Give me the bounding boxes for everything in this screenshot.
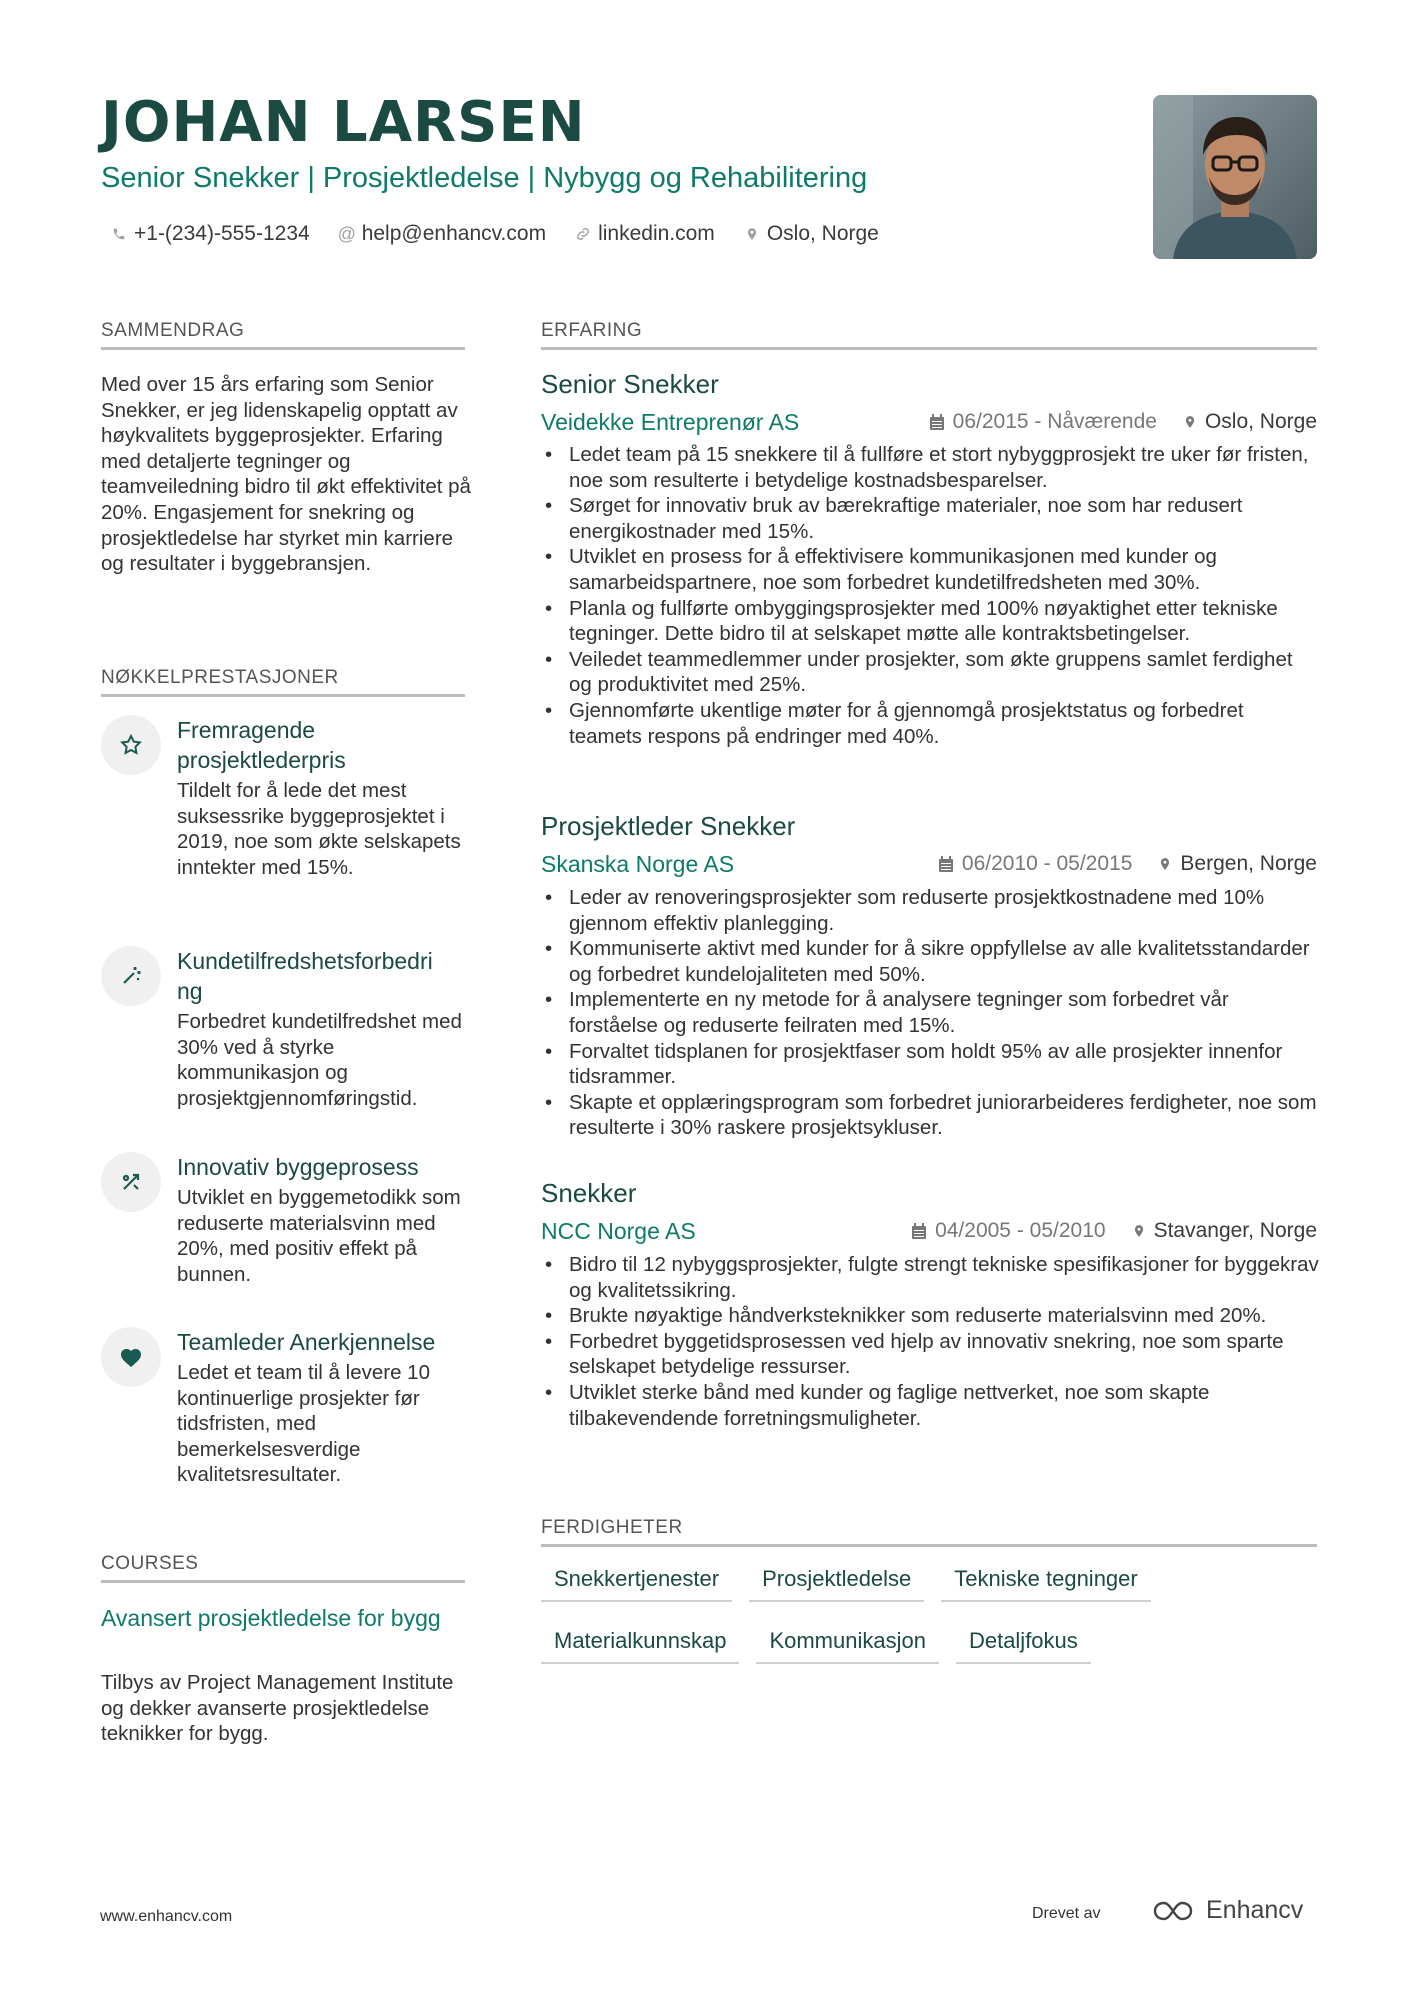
job-date: 04/2005 - 05/2010 xyxy=(935,1219,1106,1242)
contact-email[interactable] xyxy=(338,222,546,246)
job-bullet: • Implementerte en ny metode for å analysere tegninger som forbedret vår forståelse og reduserte feilraten med 15%. xyxy=(541,987,1321,1038)
heart-icon xyxy=(101,1327,161,1387)
job-bullet: • Planla og fullførte ombyggingsprosjekter med 100% nøyaktighet etter tekniske tegninger. Dette bidro til at selskapet møtte alle kontraktsbetingelser. xyxy=(541,596,1321,647)
job-company: Skanska Norge AS xyxy=(541,851,735,877)
contact-bar xyxy=(110,222,907,246)
job-bullets xyxy=(541,442,1321,749)
job-bullet: • Utviklet en prosess for å effektivisere kommunikasjonen med kunder og samarbeidspartnere, noe som forbedret kundetilfredsheten med 30%. xyxy=(541,544,1321,595)
at-icon: @ xyxy=(337,223,356,244)
course-desc: Tilbys av Project Management Institute og dekker avanserte prosjektledelse teknikker for bygg. xyxy=(101,1671,454,1746)
skills-heading: FERDIGHETER xyxy=(541,1517,683,1538)
job-bullet: • Bidro til 12 nybyggsprosjekter, fulgte strengt tekniske spesifikasjoner for byggekrav og kvalitetssikring. xyxy=(541,1252,1321,1303)
skill-tag: Materialkunnskap xyxy=(541,1624,739,1664)
achievement-title: Fremragende prosjektlederpris xyxy=(177,717,346,773)
achievement-desc: Utviklet en byggemetodikk som reduserte materialsvinn med 20%, med positiv effekt på bunnen. xyxy=(177,1186,461,1286)
enhancv-logo[interactable] xyxy=(1152,1896,1303,1925)
job-bullet: • Forvaltet tidsplanen for prosjektfaser som holdt 95% av alle prosjekter innenfor tidsrammer. xyxy=(541,1039,1321,1090)
job-date: 06/2015 - Nåværende xyxy=(952,410,1157,433)
experience-heading: ERFARING xyxy=(541,320,643,341)
skill-tag: Prosjektledelse xyxy=(749,1562,924,1602)
job-date: 06/2010 - 05/2015 xyxy=(961,852,1133,875)
job-bullet: • Leder av renoveringsprosjekter som reduserte prosjektkostnadene med 10% gjennom effektiv planlegging. xyxy=(541,885,1321,936)
achievement-desc: Tildelt for å lede det mest suksessrike byggeprosjektet i 2019, noe som økte selskapets inntekter med 15%. xyxy=(177,779,461,879)
job-bullet: • Utviklet sterke bånd med kunder og faglige nettverket, noe som skapte tilbakevendende forretningsmuligheter. xyxy=(541,1380,1321,1431)
job-title: Snekker xyxy=(541,1178,637,1208)
job-company: Veidekke Entreprenør AS xyxy=(541,409,800,435)
candidate-headline: Senior Snekker | Prosjektledelse | Nybygg og Rehabilitering xyxy=(101,162,868,194)
job-location: Oslo, Norge xyxy=(1204,410,1317,433)
achievements-heading: NØKKELPRESTASJONER xyxy=(101,667,339,688)
tools-icon xyxy=(101,1152,161,1212)
skill-tag: Tekniske tegninger xyxy=(941,1562,1150,1602)
job-bullet: • Gjennomførte ukentlige møter for å gjennomgå prosjektstatus og forbedret teamets respons på endringer med 40%. xyxy=(541,698,1321,749)
phone-icon xyxy=(110,227,128,241)
achievement-title: Innovativ byggeprosess xyxy=(177,1154,419,1180)
job-bullet: • Veiledet teammedlemmer under prosjekter, som økte gruppens samlet ferdighet og produktivitet med 25%. xyxy=(541,647,1321,698)
calendar-icon xyxy=(929,414,945,431)
job-bullet: • Brukte nøyaktige håndverksteknikker som reduserte materialsvinn med 20%. xyxy=(541,1303,1321,1329)
achievement-title: Teamleder Anerkjennelse xyxy=(177,1329,436,1355)
profile-photo xyxy=(1153,95,1317,259)
achievement-desc: Ledet et team til å levere 10 kontinuerlige prosjekter før tidsfristen, med bemerkelsesverdige kvalitetsresultater. xyxy=(177,1361,430,1487)
skills-list xyxy=(541,1562,1321,1686)
location-icon xyxy=(1183,413,1197,431)
link-icon xyxy=(574,226,592,242)
achievement-item xyxy=(101,1327,471,1507)
calendar-icon xyxy=(938,856,954,873)
achievement-item xyxy=(101,946,471,1126)
achievement-item xyxy=(101,1152,471,1312)
location-icon xyxy=(743,226,761,242)
skills-divider xyxy=(541,1544,1317,1547)
experience-divider xyxy=(541,347,1317,350)
contact-location xyxy=(743,222,879,246)
job-location: Stavanger, Norge xyxy=(1153,1219,1317,1242)
courses-heading: COURSES xyxy=(101,1553,199,1574)
skill-tag: Kommunikasjon xyxy=(756,1624,939,1664)
summary-divider xyxy=(101,347,465,350)
job-meta xyxy=(929,410,1317,434)
contact-linkedin[interactable] xyxy=(574,222,715,246)
job-location: Bergen, Norge xyxy=(1180,852,1317,875)
job-bullet: • Sørget for innovativ bruk av bærekraftige materialer, noe som har redusert energikostnader med 15%. xyxy=(541,493,1321,544)
magic-wand-icon xyxy=(101,946,161,1006)
course-title: Avansert prosjektledelse for bygg xyxy=(101,1605,441,1631)
achievements-divider xyxy=(101,694,465,697)
location-icon xyxy=(1158,855,1172,873)
calendar-icon xyxy=(911,1223,927,1240)
skill-tag: Snekkertjenester xyxy=(541,1562,732,1602)
job-meta xyxy=(911,1219,1317,1243)
job-bullet: • Forbedret byggetidsprosessen ved hjelp av innovativ snekring, noe som sparte selskapet betydelige ressurser. xyxy=(541,1329,1321,1380)
phone-text: +1-(234)-555-1234 xyxy=(134,222,310,245)
job-bullet: • Kommuniserte aktivt med kunder for å sikre oppfyllelse av alle kvalitetsstandarder og forbedret kundelojaliteten med 50%. xyxy=(541,936,1321,987)
candidate-name: JOHAN LARSEN xyxy=(101,90,586,155)
summary-heading: SAMMENDRAG xyxy=(101,320,245,341)
linkedin-text: linkedin.com xyxy=(598,222,715,245)
footer-url[interactable]: www.enhancv.com xyxy=(100,1908,233,1925)
location-icon xyxy=(1132,1222,1146,1240)
courses-divider xyxy=(101,1580,465,1583)
achievement-desc: Forbedret kundetilfredshet med 30% ved å styrke kommunikasjon og prosjektgjennomføringstid. xyxy=(177,1010,462,1110)
contact-phone[interactable] xyxy=(110,222,310,246)
job-title: Senior Snekker xyxy=(541,369,719,399)
brand-name: Enhancv xyxy=(1206,1896,1304,1924)
job-title: Prosjektleder Snekker xyxy=(541,811,796,841)
job-bullets xyxy=(541,1252,1321,1431)
footer-powered-by: Drevet av xyxy=(1032,1905,1101,1922)
infinity-icon xyxy=(1152,1899,1200,1923)
star-icon xyxy=(101,715,161,775)
job-bullet: • Skapte et opplæringsprogram som forbedret juniorarbeideres ferdigheter, noe som resulterte i 30% raskere prosjektsykluser. xyxy=(541,1090,1321,1141)
job-meta xyxy=(938,852,1317,876)
location-text: Oslo, Norge xyxy=(766,222,879,245)
achievement-title: Kundetilfredshetsforbedri ng xyxy=(177,948,433,1004)
email-text: help@enhancv.com xyxy=(361,222,547,245)
achievement-item xyxy=(101,715,471,915)
job-bullets xyxy=(541,885,1321,1141)
summary-text: Med over 15 års erfaring som Senior Snekker, er jeg lidenskapelig opptatt av høykvalitets byggeprosjekter. Erfaring med detaljerte tegninger og teamveiledning bidro til økt effektivitet på 20%. Engasjement for snekring og prosjektledelse har styrket min karriere og resultater i byggebransjen. xyxy=(101,373,471,576)
skill-tag: Detaljfokus xyxy=(956,1624,1091,1664)
job-bullet: • Ledet team på 15 snekkere til å fullføre et stort nybyggprosjekt tre uker før fristen, noe som resulterte i betydelige kostnadsbesparelser. xyxy=(541,442,1321,493)
job-company: NCC Norge AS xyxy=(541,1218,696,1244)
